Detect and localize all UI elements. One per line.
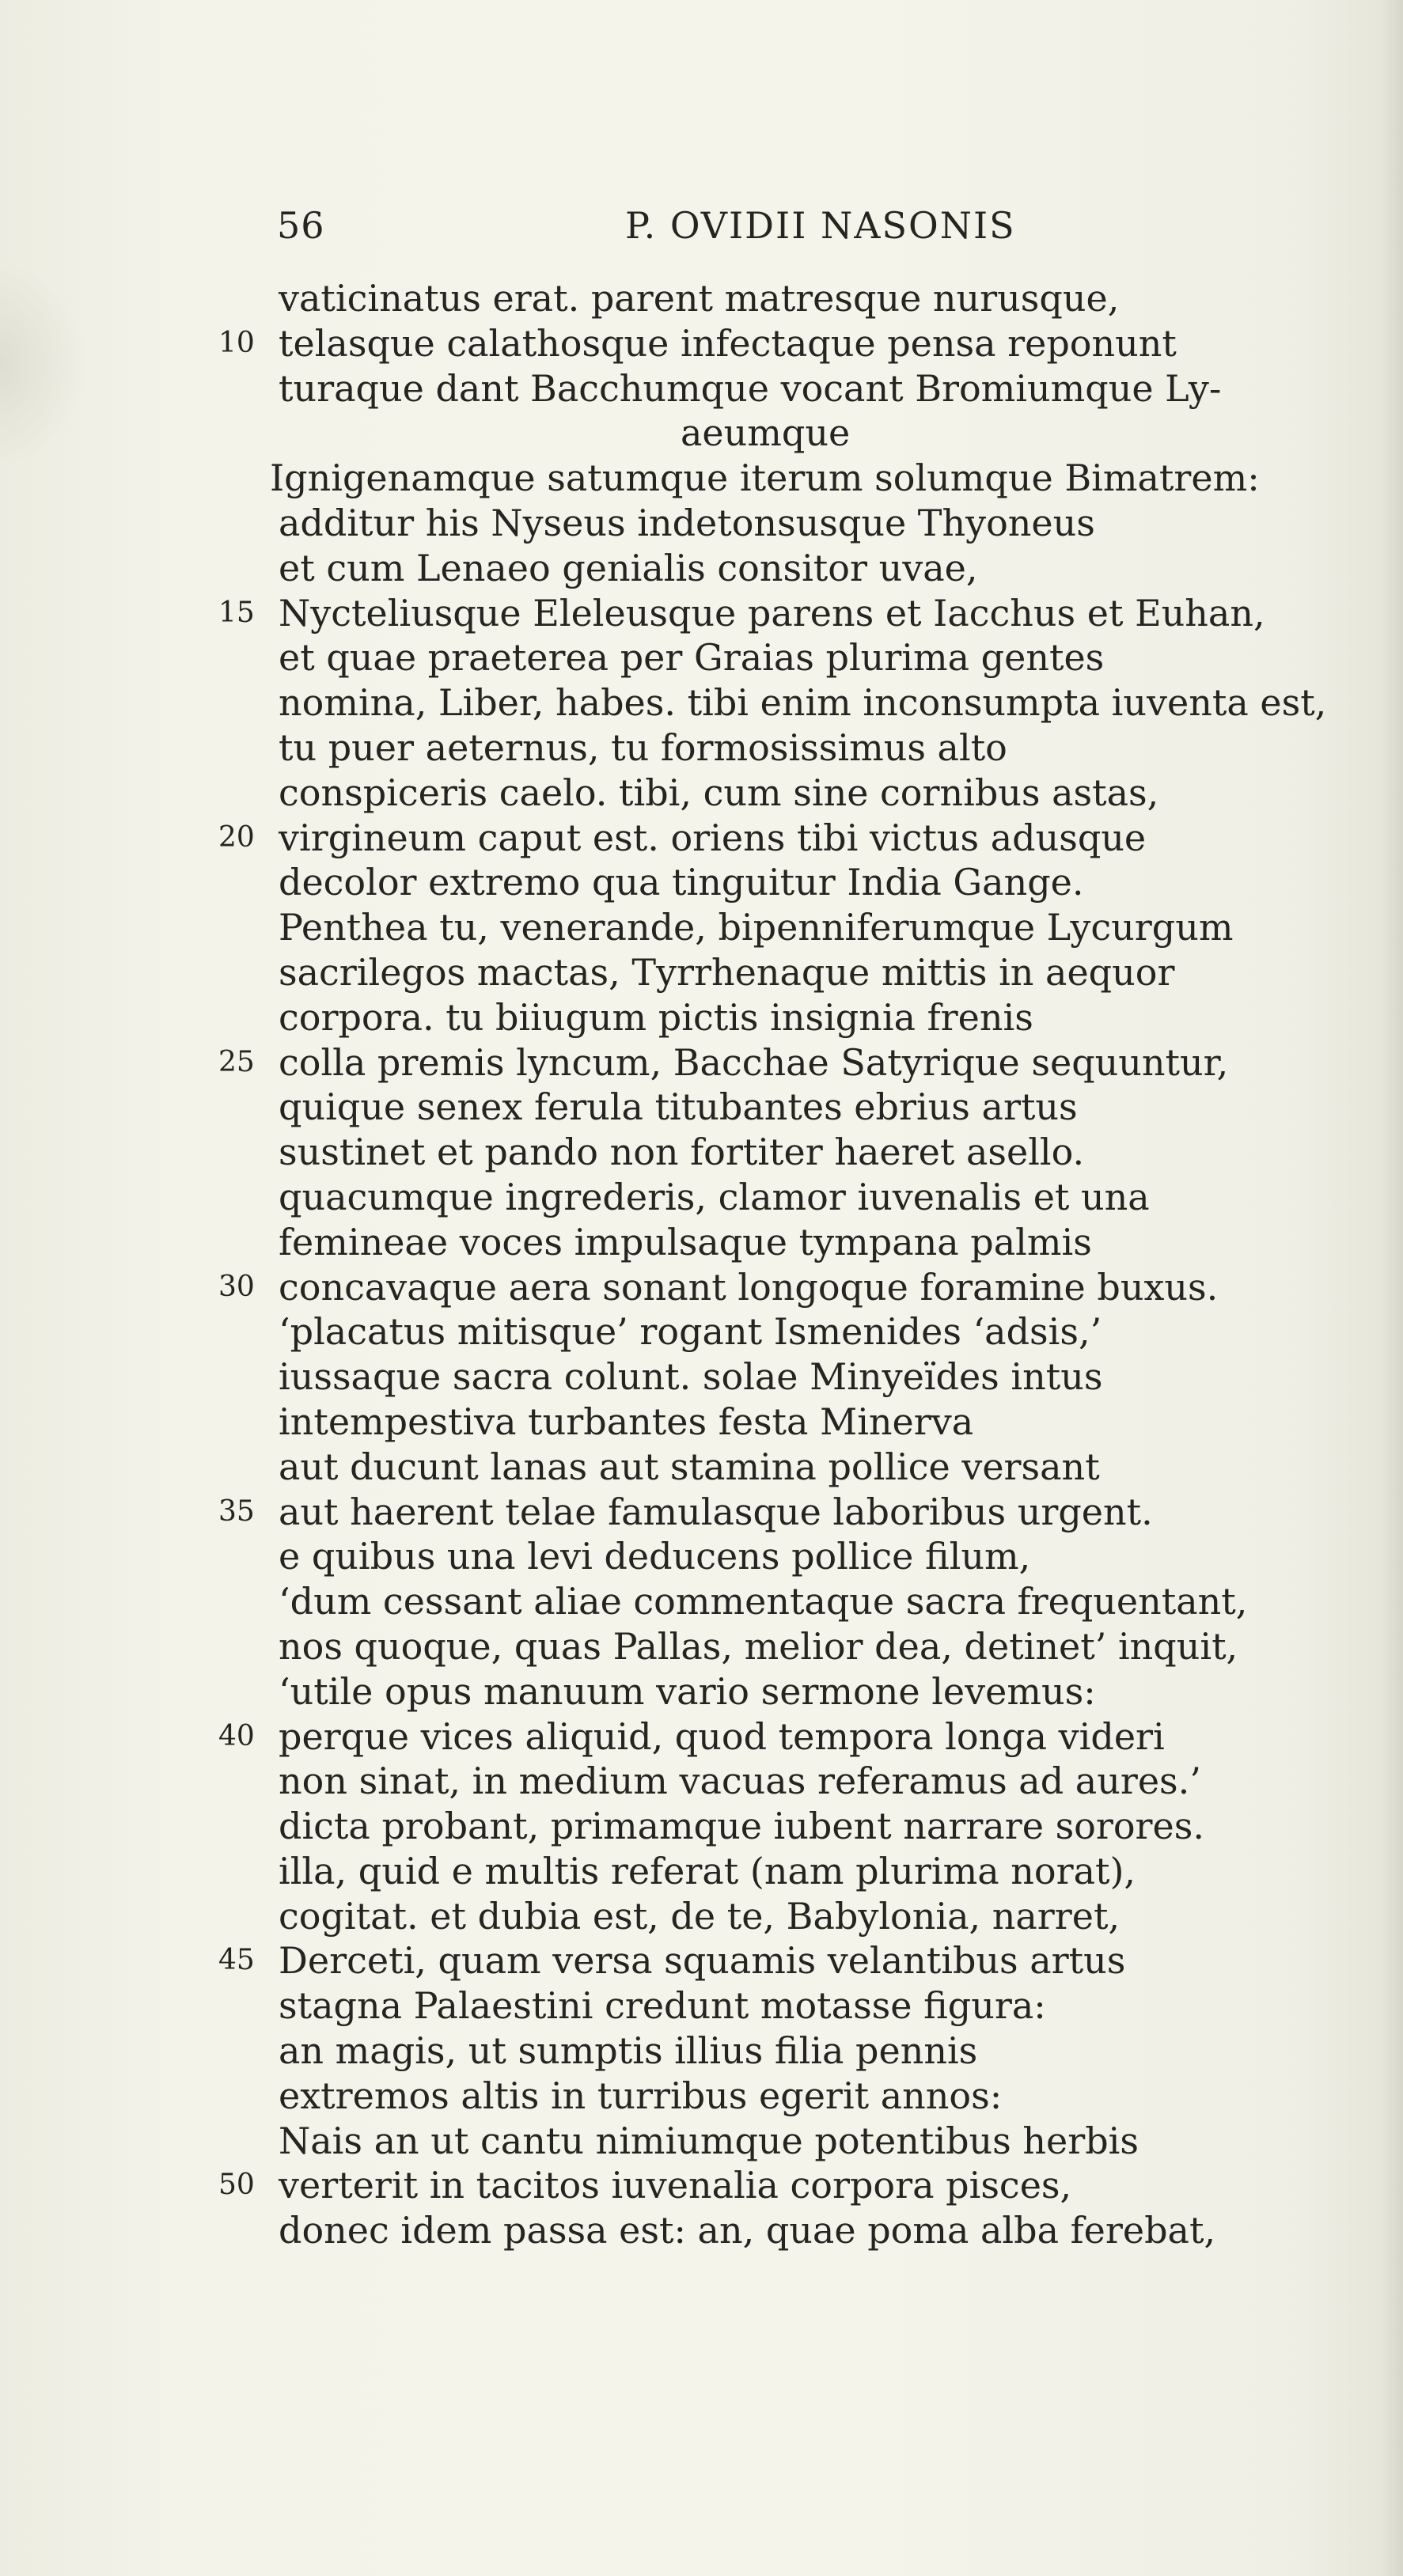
line-number: 50 — [218, 2169, 255, 2202]
verse-line — [0, 276, 1403, 321]
line-text: Penthea tu, venerande, bipenniferumque Lycurgum — [279, 906, 1234, 949]
line-number: 10 — [218, 326, 255, 359]
line-text: donec idem passa est: an, quae poma alba ferebat, — [279, 2209, 1216, 2252]
verse-line-continuation — [0, 411, 1403, 456]
verse-line — [0, 1040, 1403, 1085]
running-title: P. OVIDII NASONIS — [625, 204, 1016, 247]
verse-line — [0, 2074, 1403, 2119]
verse-line — [0, 2208, 1403, 2253]
verse-line — [0, 1759, 1403, 1804]
verse-line — [0, 680, 1403, 725]
line-text: virgineum caput est. oriens tibi victus adusque — [279, 816, 1147, 859]
line-text: additur his Nyseus indetonsusque Thyoneus — [279, 501, 1095, 544]
verse-line — [0, 2029, 1403, 2074]
line-text: ‘utile opus manuum vario sermone levemus: — [279, 1669, 1096, 1713]
line-text: perque vices aliquid, quod tempora longa videri — [279, 1714, 1165, 1758]
verse-line — [0, 1983, 1403, 2029]
verse-line — [0, 725, 1403, 771]
page-header — [277, 198, 1139, 253]
verse-line — [0, 1354, 1403, 1400]
line-text: verterit in tacitos iuvenalia corpora pisces, — [279, 2164, 1072, 2207]
line-text: corpora. tu biiugum pictis insignia frenis — [279, 995, 1033, 1039]
verse-line — [0, 1624, 1403, 1669]
verse-line — [0, 1400, 1403, 1445]
line-text: decolor extremo qua tinguitur India Gange. — [279, 861, 1084, 904]
verse-line — [0, 860, 1403, 905]
line-text: telasque calathosque infectaque pensa reponunt — [279, 321, 1177, 365]
line-text: nomina, Liber, habes. tibi enim inconsumpta iuventa est, — [279, 681, 1327, 725]
verse-line — [0, 1804, 1403, 1849]
verse-line — [0, 321, 1403, 366]
verse-line — [0, 1849, 1403, 1894]
line-text: quacumque ingrederis, clamor iuvenalis et una — [279, 1175, 1150, 1218]
line-text: femineae voces impulsaque tympana palmis — [279, 1220, 1092, 1263]
line-number: 40 — [218, 1719, 255, 1752]
line-text: illa, quid e multis referat (nam plurima norat), — [279, 1849, 1136, 1892]
line-text: et quae praeterea per Graias plurima gentes — [279, 636, 1105, 680]
verse-line — [0, 950, 1403, 995]
line-text: colla premis lyncum, Bacchae Satyrique sequuntur, — [279, 1040, 1229, 1084]
line-text: conspiceris caelo. tibi, cum sine cornibus astas, — [279, 771, 1159, 814]
line-number: 15 — [218, 596, 255, 629]
line-text: intempestiva turbantes festa Minerva — [279, 1400, 974, 1443]
line-text: Ignigenamque satumque iterum solumque Bimatrem: — [270, 456, 1260, 500]
line-text: cogitat. et dubia est, de te, Babylonia, narret, — [279, 1894, 1121, 1938]
verse-line — [0, 1175, 1403, 1220]
line-text: dicta probant, primamque iubent narrare sorores. — [279, 1805, 1204, 1848]
line-text: quique senex ferula titubantes ebrius artus — [279, 1085, 1078, 1129]
line-text: e quibus una levi deducens pollice filum, — [279, 1535, 1031, 1578]
line-number: 45 — [218, 1944, 255, 1977]
line-text: concavaque aera sonant longoque foramine buxus. — [279, 1265, 1219, 1309]
line-text: stagna Palaestini credunt motasse figura: — [279, 1984, 1046, 2028]
verse-line — [0, 1534, 1403, 1579]
line-text: sacrilegos mactas, Tyrrhenaque mittis in aequor — [279, 950, 1175, 994]
verse-line — [0, 1309, 1403, 1354]
verse-line — [0, 1130, 1403, 1175]
line-text: aut ducunt lanas aut stamina pollice versant — [279, 1445, 1100, 1488]
line-text: nos quoque, quas Pallas, melior dea, detinet’ inquit, — [279, 1624, 1238, 1668]
verse-line — [0, 1265, 1403, 1310]
line-text: tu puer aeternus, tu formosissimus alto — [279, 725, 1007, 769]
verse-line — [0, 1490, 1403, 1535]
line-number: 35 — [218, 1494, 255, 1528]
verse-line — [0, 635, 1403, 680]
verse-line — [0, 905, 1403, 950]
line-number: 30 — [218, 1270, 255, 1303]
verse-line — [0, 501, 1403, 546]
line-text: et cum Lenaeo genialis consitor uvae, — [279, 546, 978, 589]
verse-line — [0, 1579, 1403, 1624]
verse-line — [0, 1085, 1403, 1130]
verse-line — [0, 546, 1403, 591]
verse-line — [0, 456, 1403, 501]
line-text: turaque dant Bacchumque vocant Bromiumque Ly- — [279, 366, 1222, 410]
verse-line — [0, 771, 1403, 816]
line-number: 20 — [218, 820, 255, 854]
line-text: Nycteliusque Eleleusque parens et Iacchus et Euhan, — [279, 591, 1265, 635]
verse-line — [0, 1938, 1403, 1983]
verse-line — [0, 366, 1403, 411]
verse-text — [0, 276, 1403, 2253]
line-text: an magis, ut sumptis illius filia pennis — [279, 2029, 978, 2073]
verse-line — [0, 1894, 1403, 1939]
verse-line — [0, 2163, 1403, 2208]
verse-line — [0, 1220, 1403, 1265]
line-text: sustinet et pando non fortiter haeret asello. — [279, 1131, 1085, 1174]
line-text: iussaque sacra colunt. solae Minyeïdes intus — [279, 1355, 1103, 1399]
page-number: 56 — [277, 204, 325, 247]
line-text: ‘placatus mitisque’ rogant Ismenides ‘adsis,’ — [279, 1310, 1102, 1354]
verse-line — [0, 816, 1403, 861]
line-text: ‘dum cessant aliae commentaque sacra frequentant, — [279, 1580, 1248, 1623]
verse-line — [0, 2119, 1403, 2164]
verse-line — [0, 1669, 1403, 1714]
line-number: 25 — [218, 1045, 255, 1078]
line-text: extremos altis in turribus egerit annos: — [279, 2074, 1003, 2117]
verse-line — [0, 1445, 1403, 1490]
verse-line — [0, 995, 1403, 1040]
verse-line — [0, 1714, 1403, 1760]
line-text: aut haerent telae famulasque laboribus urgent. — [279, 1490, 1153, 1533]
line-text: non sinat, in medium vacuas referamus ad aures.’ — [279, 1760, 1201, 1803]
verse-line — [0, 591, 1403, 636]
line-text: aeumque — [681, 411, 851, 455]
line-text: vaticinatus erat. parent matresque nurusque, — [279, 277, 1120, 320]
line-text: Nais an ut cantu nimiumque potentibus herbis — [279, 2119, 1139, 2162]
line-text: Derceti, quam versa squamis velantibus artus — [279, 1939, 1126, 1983]
